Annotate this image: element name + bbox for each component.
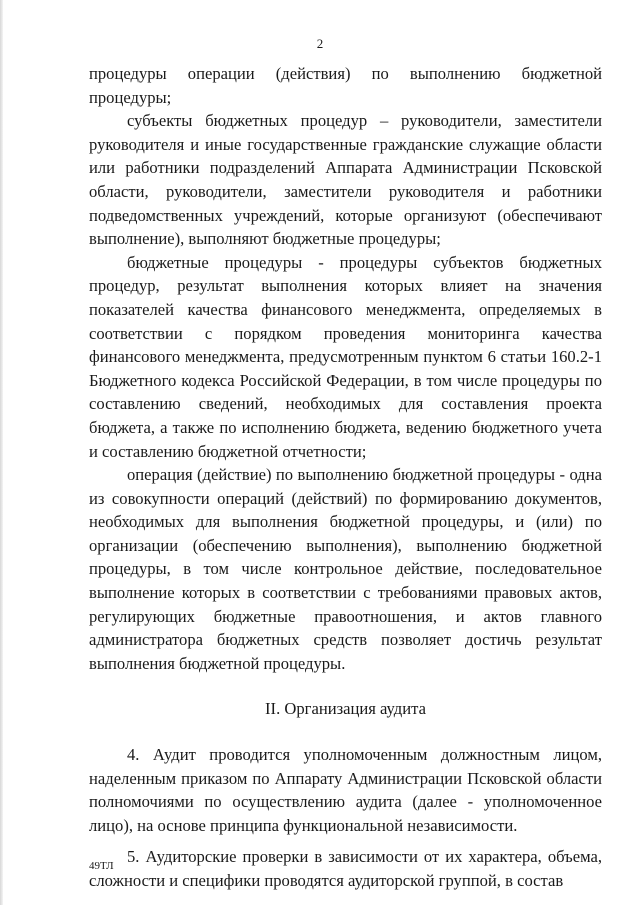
page-number: 2: [316, 36, 324, 51]
paragraph-budget-procedures: бюджетные процедуры - процедуры субъектов бюджетных процедур, результат выполнения которых влияет на значения показателей качества финансового менеджмента, определяемых в соответствии с порядком проведения мониторинга качества финансового менеджмента, предусмотренным пунктом 6 статьи 160.2-1 Бюджетного кодекса Российской Федерации, в том числе процедуры по составлению сведений, необходимых для составления проекта бюджета, а также по исполнению бюджета, ведению бюджетного учета и составлению бюджетной отчетности;: [89, 252, 602, 461]
scan-edge: [0, 0, 3, 905]
paragraph-item-4: 4. Аудит проводится уполномоченным должностным лицом, наделенным приказом по Аппарату Администрации Псковской области полномочиями по осуществлению аудита (далее - уполномоченное лицо), на основе принципа функциональной независимости.: [89, 745, 602, 835]
footer-code: 49ТЛ: [89, 860, 114, 872]
paragraph-item-5: 5. Аудиторские проверки в зависимости от их характера, объема, сложности и специфики проводятся аудиторской группой, в состав: [89, 847, 602, 890]
section-heading: II. Организация аудита: [265, 699, 426, 719]
paragraph-budget-subjects: субъекты бюджетных процедур – руководители, заместители руководителя и иные государственные гражданские служащие области или работники подразделений Аппарата Администрации Псковской области, руководители, заместители руководителя и работники подведомственных учреждений, которые организуют (обеспечивают выполнение), выполняют бюджетные процедуры;: [89, 111, 602, 249]
document-body: [89, 62, 602, 893]
paragraph-continuation: процедуры операции (действия) по выполнению бюджетной процедуры;: [89, 64, 602, 107]
paragraph-operation: операция (действие) по выполнению бюджетной процедуры - одна из совокупности операций (действий) по формированию документов, необходимых для выполнения бюджетной процедуры, и (или) по организации (обеспечению выполнения), выполнению бюджетной процедуры, в том числе контрольное действие, последовательное выполнение которых в соответствии с требованиями правовых актов, регулирующих бюджетные правоотношения, и актов главного администратора бюджетных средств позволяет достичь результат выполнения бюджетной процедуры.: [89, 465, 602, 673]
